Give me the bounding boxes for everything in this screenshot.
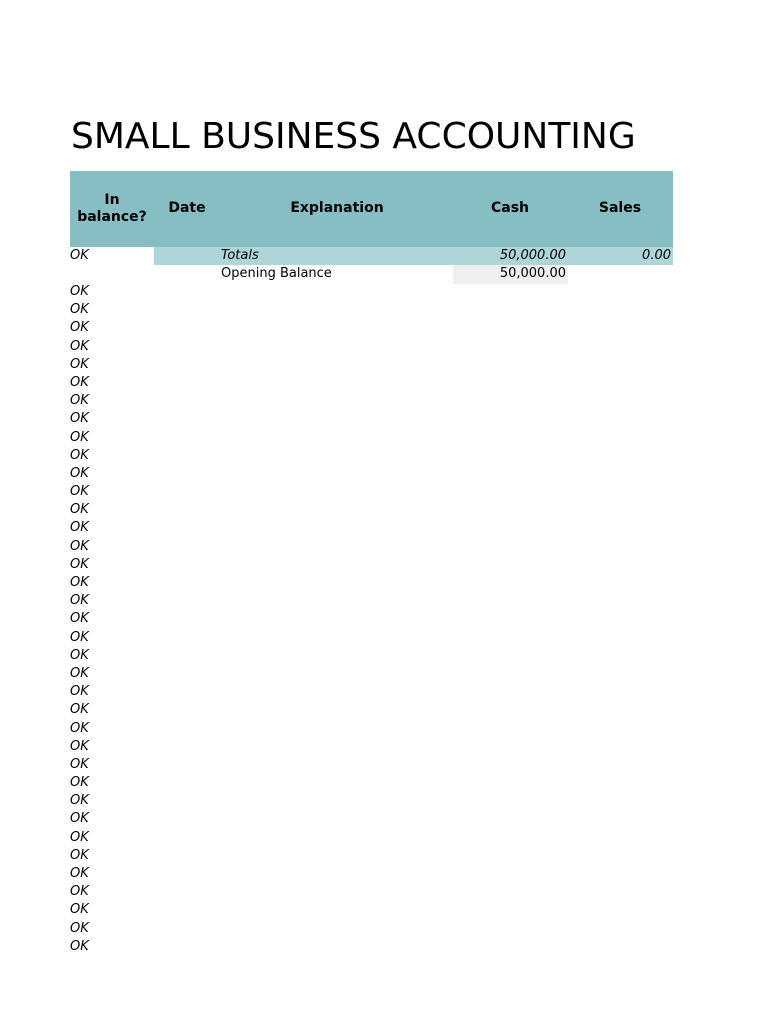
status-row: OK (70, 866, 89, 881)
title-container (71, 114, 636, 162)
status-row: OK (70, 538, 89, 554)
opening-balance-label: Opening Balance (221, 266, 332, 281)
status-row: OK (70, 484, 89, 500)
status-row: OK (70, 702, 89, 718)
status-row: OK (70, 847, 89, 863)
header-date: Date (168, 200, 206, 216)
status-row: OK (70, 884, 89, 900)
status-row: OK (70, 647, 89, 663)
status-row: OK (70, 938, 89, 954)
status-row: OK (70, 665, 89, 681)
status-row: OK (70, 338, 89, 354)
status-row: OK (70, 684, 89, 700)
status-row: OK (70, 520, 89, 536)
status-row: OK (70, 465, 89, 481)
status-row: OK (70, 775, 89, 791)
status-row: OK (70, 320, 89, 336)
status-row: OK (70, 902, 89, 918)
totals-in-balance-status: OK (70, 248, 89, 263)
status-row: OK (70, 356, 89, 372)
status-row: OK (70, 556, 89, 572)
status-row: OK (70, 447, 89, 463)
in-balance-status-list (70, 283, 89, 956)
totals-sales: 0.00 (642, 248, 671, 263)
header-cash: Cash (490, 200, 530, 216)
totals-cash: 50,000.00 (499, 248, 566, 263)
status-row: OK (70, 829, 89, 845)
status-row: OK (70, 575, 89, 590)
opening-balance-cash: 50,000.00 (499, 266, 566, 281)
status-row: OK (70, 284, 89, 299)
status-row: OK (70, 502, 89, 518)
totals-label: Totals (221, 248, 259, 263)
status-row: OK (70, 411, 89, 427)
status-row: OK (70, 393, 89, 409)
header-in-balance: In balance? (77, 192, 147, 225)
status-row: OK (70, 738, 89, 754)
page-title: SMALL BUSINESS ACCOUNTING (71, 116, 636, 157)
status-row: OK (70, 720, 89, 736)
status-row: OK (70, 611, 89, 627)
header-sales: Sales (598, 200, 642, 216)
header-explanation: Explanation (290, 200, 384, 216)
status-row: OK (70, 920, 89, 936)
status-row: OK (70, 593, 89, 609)
status-row: OK (70, 756, 89, 772)
status-row: OK (70, 429, 89, 445)
status-row: OK (70, 793, 89, 809)
status-row: OK (70, 374, 89, 390)
status-row: OK (70, 302, 89, 318)
status-row: OK (70, 811, 89, 827)
status-row: OK (70, 629, 89, 645)
